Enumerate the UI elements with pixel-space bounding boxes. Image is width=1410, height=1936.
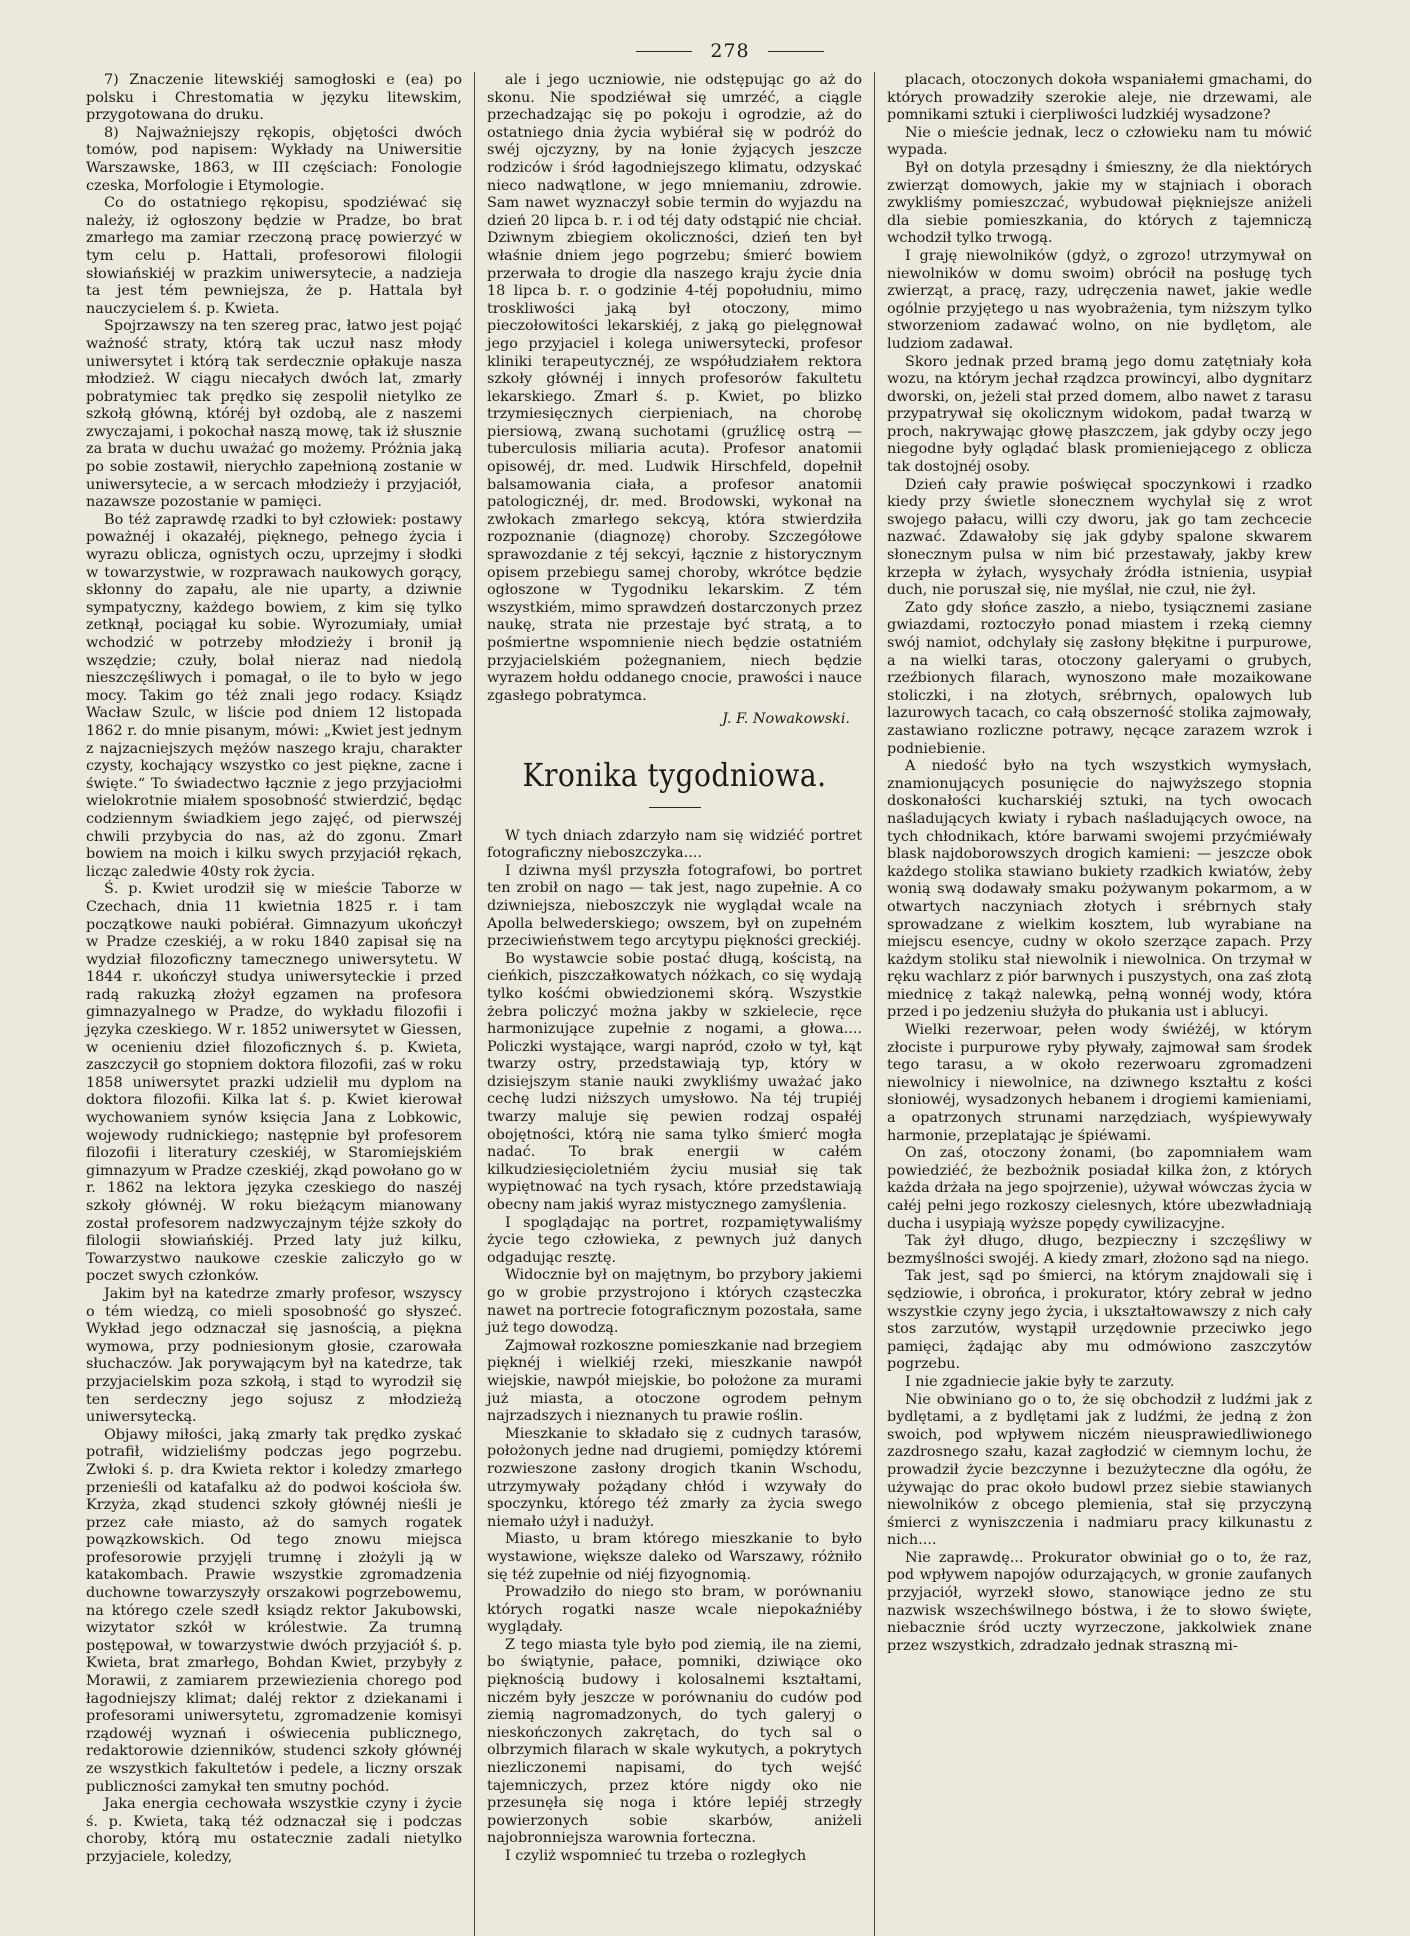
section-rule bbox=[649, 807, 701, 808]
paragraph: Nie zaprawdę... Prokurator obwiniał go o to, że raz, pod wpływem napojów odurzających, w gronie zaufanych przyjaciół, wyrzekł słowo, stanowiące jedno ze stu nazwisk wszechświlnego bóstwa, i że to słowo święte, niebacznie śród uczty wyrzeczone, jakkolwiek znane przez wszystkich, zdradzało jednak straszną mi- bbox=[887, 1549, 1312, 1654]
section-title: Kronika tygodniowa. bbox=[522, 755, 827, 794]
paragraph: Z tego miasta tyle było pod ziemią, ile na ziemi, bo świątynie, pałace, pomniki, dziwiące oko pięknością budowy i kolosalnemi kształtami, niczém były jeszcze w porównaniu do cudów pod ziemią nagromadzonych, do tych galeryj o nieskończonych zakrętach, do tych sal o olbrzymich filarach w skale wykutych, a pokrytych niezliczonemi napisami, do tych wejść tajemniczych, przez które nigdy oko nie przesunęła się noga i które lepiéj strzegły powierzonych sobie skarbów, aniżeli najobronniejsza warownia forteczna. bbox=[487, 1636, 862, 1847]
paragraph: W tych dniach zdarzyło nam się widziéć portret fotograficzny nieboszczyka.... bbox=[487, 827, 862, 862]
paragraph: Bo wystawcie sobie postać długą, kościstą, na cieńkich, piszczałkowatych nóżkach, co się wydają tylko kośćmi obwiedzionemi skórą. Wszystkie żebra policzyć można jakby w szkielecie, ręce harmonizujące zupełnie z nogami, a głowa.... Policzki wystające, wargi napród, czoło w tył, kąt twarzy ostry, przedstawiają typ, który w dzisiejszym stanie nauki zwykliśmy uważać jako cechę ludzi niższych umysłowo. Na téj trupiéj twarzy maluje się pewien rodzaj ospałéj obojętności, którą nie sama tylko śmierć mogła nadać. To brak energii w całém kilkudziesięcioletniém życiu musiał się tak wypiętnować na tych rysach, które przedstawiają obecny nam jakiś wyraz mistycznego zamyślenia. bbox=[487, 950, 862, 1214]
paragraph: Był on dotyla przesądny i śmieszny, że dla niektórych zwierząt domowych, jakie my w stajniach i oborach zwykliśmy pomieszczać, wybudował piękniejsze aniżeli dla siebie pomieszkania, do których z tajemniczą wchodził tylko trwogą. bbox=[887, 159, 1312, 247]
column-middle bbox=[474, 72, 874, 1936]
paragraph: Nie o mieście jednak, lecz o człowieku nam tu mówić wypada. bbox=[887, 124, 1312, 159]
paragraph: Ś. p. Kwiet urodził się w mieście Taborze w Czechach, dnia 11 kwietnia 1825 r. i tam początkowe nauki pobiérał. Gimnazyum ukończył w Pradze czeskiéj, a w roku 1840 zapisał się na wydział filozoficzny tamecznego uniwersytetu. W 1844 r. ukończył studya uniwersyteckie i przed radą rakuzką złożył egzamen na profesora gimnazyalnego w Pradze, do wykładu filozofii i języka czeskiego. W r. 1852 uniwersytet w Giessen, w ocenieniu dzieł filozoficznych ś. p. Kwieta, zaszczycił go stopniem doktora filozofii, zaś w roku 1858 uniwersytet prazki udzielił mu dyplom na doktora filozofii. Kilka lat ś. p. Kwiet kierował wychowaniem synów księcia Jana z Lobkowic, wojewody rudnickiego; następnie był profesorem filozofii i literatury czeskiéj, w Staromiejskiém gimnazyum w Pradze czeskiéj, zkąd powołano go w r. 1862 na lektora języka czeskiego do naszéj szkoły głównéj. W roku bieżącym mianowany został profesorem nadzwyczajnym téjże szkoły do filologii słowiańskiéj. Przed laty już kilku, Towarzystwo naukowe czeskie zaliczyło go w poczet swych członków. bbox=[86, 881, 462, 1285]
paragraph: I dziwna myśl przyszła fotografowi, bo portret ten zrobił on nago — tak jest, nago zupełnie. A co dziwniejsza, nieboszczyk nie wyglądał wcale na Apolla belwederskiego; owszem, był on zupełném przeciwieństwem tego arcytypu piękności greckiéj. bbox=[487, 862, 862, 950]
column-right bbox=[874, 72, 1324, 1936]
paragraph: Jakim był na katedrze zmarły profesor, wszyscy o tém wiedzą, co mieli sposobność go słyszeć. Wykład jego odznaczał się jasnością, a piękna wymowa, przy podniesionym głosie, czarowała słuchaczów. Jak porywającym był na katedrze, tak przyjacielskim poza szkołą, i stąd to wyrodził się ten serdeczny jego sojusz z młodzieżą uniwersytecką. bbox=[86, 1285, 462, 1426]
header-rule-right bbox=[768, 51, 824, 52]
paragraph: Prowadziło do niego sto bram, w porównaniu których rogatki nasze wcale niepokaźniéby wyglądały. bbox=[487, 1584, 862, 1636]
header-rule-left bbox=[636, 51, 692, 52]
paragraph: Spojrzawszy na ten szereg prac, łatwo jest pojąć ważność straty, którą tak uczuł nasz młody uniwersytet i którą tak serdecznie opłakuje nasza młodzież. W ciągu niecałych dwóch lat, zmarły pobratymiec tak prędko się zespolił nietylko ze szkołą główną, któréj był ozdobą, ale z naszemi zwyczajami, i pokochał naszą mowę, tak iż słusznie za brata w duchu uważać go możemy. Próżnia jaką po sobie zostawił, nierychło zapełnioną zostanie w uniwersytecie, a w sercach młodzieży i przyjaciół, nazawsze pozostanie w pamięci. bbox=[86, 318, 462, 511]
text-columns bbox=[74, 72, 1386, 1936]
paragraph: Wielki rezerwoar, pełen wody świéżéj, w którym złociste i purpurowe ryby pływały, zajmował sam środek tego tarasu, a w około rezerwoaru zgromadzeni niewolnicy i niewolnice, na dziwnego kształtu z kości słoniowéj, wysadzonych hebanem i drogiemi kamieniami, a opatrzonych strunami narzędziach, wyśpiewywały harmonie, przeplatając je śpiéwami. bbox=[887, 1022, 1312, 1144]
paragraph: Skoro jednak przed bramą jego domu zatętniały koła wozu, na którym jechał rządzca prowincyi, albo dygnitarz dworski, on, jeżeli stał przed domem, albo nawet z tarasu przypatrywał się okolicznym widokom, padał twarzą w proch, nakrywając głowę płaszczem, jak gdyby oczy jego niegodne były oglądać blask promieniejącego z oblicza tak dostojnéj osoby. bbox=[887, 353, 1312, 476]
paragraph: Zajmował rozkoszne pomieszkanie nad brzegiem pięknéj i wielkiéj rzeki, mieszkanie nawpół wiejskie, nawpół miejskie, bo położone za murami już miasta, a otoczone ogrodem pełnym najrzadszych i nieznanych tu prawie roślin. bbox=[487, 1337, 862, 1425]
chronicle-text bbox=[487, 828, 862, 1866]
column-left bbox=[74, 72, 474, 1936]
paragraph: Jaka energia cechowała wszystkie czyny i życie ś. p. Kwieta, taką téż odznaczał się i podczas choroby, którą mu ostatecznie zadali nietylko przyjaciele, koledzy, bbox=[86, 1796, 462, 1865]
paragraph: Bo téż zaprawdę rzadki to był człowiek: postawy poważnéj i okazałéj, pięknego, pełnego życia i wyrazu oblicza, ognistych oczu, uprzejmy i słodki w towarzystwie, w rozprawach naukowych gorący, skłonny do zapału, ale nie uparty, a dziwnie sympatyczny, każdego bowiem, z kim się tylko zetknął, pociągał ku sobie. Wyrozumiały, umiał wchodzić w potrzeby młodzieży i bronił ją wszędzie; czuły, bolał nieraz nad niedolą nieszczęśliwych i pomagał, o ile to było w jego mocy. Takim go téż znali jego rodacy. Ksiądz Wacław Szulc, w liście pod dniem 12 listopada 1862 r. do mnie pisanym, mówi: „Kwiet jest jednym z najzacniejszych mężów naszego kraju, charakter czysty, kochający wszystko co jest piękne, zacne i święte.“ To świadectwo łącznie z jego przyjaciołmi wielokrotnie miałem sposobność stwierdzić, będąc codziennym świadkiem jego zajęć, od pierwszéj chwili przybycia do nas, aż do zgonu. Zmarł bowiem na moich i kilku swych przyjaciół rękach, licząc zaledwie 40sty rok życia. bbox=[86, 511, 462, 880]
paragraph: I nie zgadniecie jakie były te zarzuty. bbox=[905, 1373, 1175, 1390]
paragraph: ale i jego uczniowie, nie odstępując go aż do skonu. Nie spodziéwał się umrzéć, a ciągle przechadzając się po pokoju i ogrodzie, aż do ostatniego dnia życia wybiérał się w podróż do swéj ojczyzny, by na łonie żyjących jeszcze rodziców i śród łagodniejszego klimatu, odzyskać nieco nadwątlone, w jego mniemaniu, zdrowie. Sam nawet wyznaczył sobie termin do wyjazdu na dzień 20 lipca b. r. i od téj daty odstąpić nie chciał. Dziwnym zbiegiem okoliczności, dzień ten był właśnie dniem jego pogrzebu; śmierć bowiem przerwała to drogie dla naszego kraju życie dnia 18 lipca b. r. o godzinie 4-téj popołudniu, mimo troskliwości jaką był otoczony, mimo pieczołowitości lekarskiéj, z jaką go pielęgnował jego przyjaciel i kolega uniwersytecki, profesor kliniki terapeutycznéj, ze współudziałem rektora szkoły głównéj i innych profesorów fakultetu lekarskiego. Zmarł ś. p. Kwiet, po blizko trzymiesięcznych cierpieniach, na chorobę piersiową, zwaną suchotami (gruźlicę ostrą — tuberculosis miliaria acuta). Profesor anatomii opisowéj, dr. med. Ludwik Hirschfeld, dopełnił balsamowania ciała, a profesor anatomii patologicznéj, dr. med. Brodowski, wykonał na zwłokach zmarłego sekcyą, która stwierdziła rozpoznanie (diagnozę) choroby. Szczegółowe sprawozdanie z téj sekcyi, łącznie z historycznym opisem przebiegu samej choroby, wkrótce będzie ogłoszone w Tygodniku lekarskim. Z tém wszystkiém, mimo sprawdzeń dostarczonych przez naukę, strata nie przestaje być stratą, a to pośmiertne wspomnienie niech będzie ostatniém przyjacielskiém pożegnaniem, niech będzie wyrazem hołdu oddanego cnocie, prawości i nauce zgasłego pobratymca. bbox=[487, 72, 862, 704]
paragraph: Co do ostatniego rękopisu, spodziéwać się należy, iż ogłoszony będzie w Pradze, bo brat zmarłego ma zamiar rzeczoną pracę powierzyć w tym celu p. Hattali, profesorowi filologii słowiańskiéj w prazkim uniwersytecie, a nadzieja ta jest tém pewniejsza, że p. Hattala był nauczycielem ś. p. Kwieta. bbox=[86, 195, 462, 317]
paragraph: Mieszkanie to składało się z cudnych tarasów, położonych jedne nad drugiemi, pomiędzy któremi rozwieszone zasłony drogich tkanin Wschodu, utrzymywały pożądany chłód i wzywały do spoczynku, którego téż zmarły za życia swego niemało użył i nadużył. bbox=[487, 1425, 862, 1530]
paragraph: Tak jest, sąd po śmierci, na którym znajdowali się i sędziowie, i obrońca, i prokurator, który zebrał w jedno wszystkie czyny jego życia, i ukształtowawszy z nich cały stos zarzutów, wystąpił urzędownie przeciwko jego pamięci, żądając aby mu odmówiono zaszczytów pogrzebu. bbox=[887, 1268, 1312, 1373]
paragraph: A niedość było na tych wszystkich wymysłach, znamionujących posunięcie do najwyższego stopnia doskonałości kucharskiéj sztuki, na tych owocach naśladujących kwiaty i rybach naśladujących owoce, na tych chłodnikach, które barwami swojemi przyćmiéwały blask najdoborowszych drogich kamieni: — jeszcze obok każdego stolika stawiano bukiety rzadkich kwiatów, żeby wonią swą dodawały smaku pożywanym pokarmom, a w otwartych naczyniach złotych i srébrnych stały sprowadzane z wielkim kosztem, lub wyrabiane na miejscu esencye, cudny w około szerzące zapach. Przy każdym stoliku stał niewolnik i niewolnica. On trzymał w ręku wachlarz z piór barwnych i puszystych, ona zaś złotą miednicę z takąż nalewką, pełną wonnéj wody, która przed i po jedzeniu służyła do płukania ust i ablucyi. bbox=[887, 758, 1312, 1021]
author-signature: J. F. Nowakowski. bbox=[722, 711, 850, 728]
paragraph: Nie obwiniano go o to, że się obchodził z ludźmi jak z bydlętami, a z bydlętami jak z ludźmi, że jedną z żon swoich, pod wpływem niczém nieusprawiedliwionego zazdrosnego szału, kazał zagłodzić w ciemnym lochu, że prowadził życie bezczynne i bezużyteczne dla ogółu, że używając do prac około budowl przez siebie stawianych niewolników z obcego plemienia, stał się przyczyną śmierci z wyniszczenia i nadmiaru pracy kilkunastu z nich.... bbox=[887, 1391, 1312, 1549]
paragraph: Objawy miłości, jaką zmarły tak prędko zyskać potrafił, widzieliśmy podczas jego pogrzebu. Zwłoki ś. p. dra Kwieta rektor i koledzy zmarłego przenieśli od katafalku aż do podwoi kościoła św. Krzyża, zkąd studenci szkoły głównéj nieśli je przez całe miasto, aż do samych rogatek powązkowskich. Od tego znowu miejsca profesorowie przyjęli trumnę i złożyli ją w katakombach. Prawie wszystkie zgromadzenia duchowne towarzyszyły orszakowi pogrzebowemu, na którego czele szedł ksiądz rektor Jakubowski, wizytator szkół w królestwie. Za trumną postępował, w towarzystwie dwóch przyjaciół ś. p. Kwieta, brat zmarłego, Bohdan Kwiet, przybyły z Morawii, z zamiarem przewiezienia chorego pod łagodniejszy klimat; daléj rektor z dziekanami i profesorami uniwersytetu, zgromadzenie komisyi rządowéj wyznań i oświecenia publicznego, redaktorowie dzienników, studenci szkoły głównéj ze wszystkich fakultetów i pedele, a liczny orszak publiczności zamykał ten smutny pochód. bbox=[86, 1426, 462, 1795]
paragraph: I czyliż wspomnieć tu trzeba o rozległych bbox=[505, 1848, 807, 1864]
page-number: 278 bbox=[710, 40, 750, 62]
section-heading bbox=[487, 755, 862, 808]
paragraph: Dzień cały prawie poświęcał spoczynkowi i rzadko kiedy przy świetle słonecznem wychylał się z wrot swojego pałacu, willi czy dworu, jak go tam zechcecie nazwać. Zdawałoby się jak gdyby spalone skwarem słonecznym pulsa w nim bić przestawały, jakby krew krzepła w żyłach, wysychały źródła istnienia, usypiał duch, nie poruszał się, nie myślał, nie czuł, nie żył. bbox=[887, 476, 1312, 599]
paragraph: Miasto, u bram którego mieszkanie to było wystawione, większe daleko od Warszawy, różniło się téż zupełnie od niéj fizyognomią. bbox=[487, 1531, 862, 1583]
page-header bbox=[74, 30, 1386, 72]
paragraph: On zaś, otoczony żonami, (bo zapomniałem wam powiedziéć, że bezbożnik posiadał kilka żon, z których każda drżała na jego spojrzenie), używał wówczas życia w całéj pełni jego rozkoszy cielesnych, które ubezwładniają ducha i usypiają wyższe popędy cywilizacyjne. bbox=[887, 1145, 1312, 1232]
paragraph: Widocznie był on majętnym, bo przybory jakiemi go w grobie przystrojono i których cząsteczka nawet na portrecie fotograficznym pozostała, same już tego dowodzą. bbox=[487, 1267, 862, 1337]
paragraph: 8) Najważniejszy rękopis, objętości dwóch tomów, pod napisem: Wykłady na Uniwersitie Warszawske, 1863, w III częściach: Fonologie czeska, Morfologie i Etymologie. bbox=[86, 124, 462, 194]
paragraph: I graję niewolników (gdyż, o zgrozo! utrzymywał on niewolników w domu swoim) obrócił na posługę tych zwierząt, a pracę, razy, udręczenia nawet, jakie wedle ogólnie przyjętego u nas wyobrażenia, tym niższym tylko stworzeniom zadawać wolno, on nie bydlętom, ale ludziom zadawał. bbox=[887, 247, 1312, 352]
obituary-continuation bbox=[487, 72, 862, 705]
paragraph: Tak żył długo, długo, bezpieczny i szczęśliwy w bezmyślności swojéj. A kiedy zmarł, złożono sąd na niego. bbox=[887, 1233, 1312, 1267]
paragraph: placach, otoczonych dokoła wspaniałemi gmachami, do których prowadziły szerokie aleje, nie drzewami, ale pomnikami sztuki i cierpliwości ludzkiéj wysadzone? bbox=[887, 72, 1312, 124]
paragraph: Zato gdy słońce zaszło, a niebo, tysiącznemi zasiane gwiazdami, roztoczyło ponad miastem i rzeką ciemny swój namiot, odchylały się zasłony błękitne i purpurowe, a na wielki taras, otoczony galeryami o grubych, rzeźbionych filarach, wynoszono małe mozaikowane stoliczki, i na złotych, srébrnych, opalowych lub lazurowych tacach, co całą obszerność stolika zajmowały, zastawiano rozliczne potrawy, nęcące zarazem wzrok i podniebienie. bbox=[887, 599, 1312, 757]
paragraph: 7) Znaczenie litewskiéj samogłoski e (ea) po polsku i Chrestomatia w języku litewskim, przygotowana do druku. bbox=[86, 72, 462, 124]
paragraph: I spoglądając na portret, rozpamiętywaliśmy życie tego człowieka, z pewnych już danych odgadując resztę. bbox=[487, 1214, 862, 1266]
